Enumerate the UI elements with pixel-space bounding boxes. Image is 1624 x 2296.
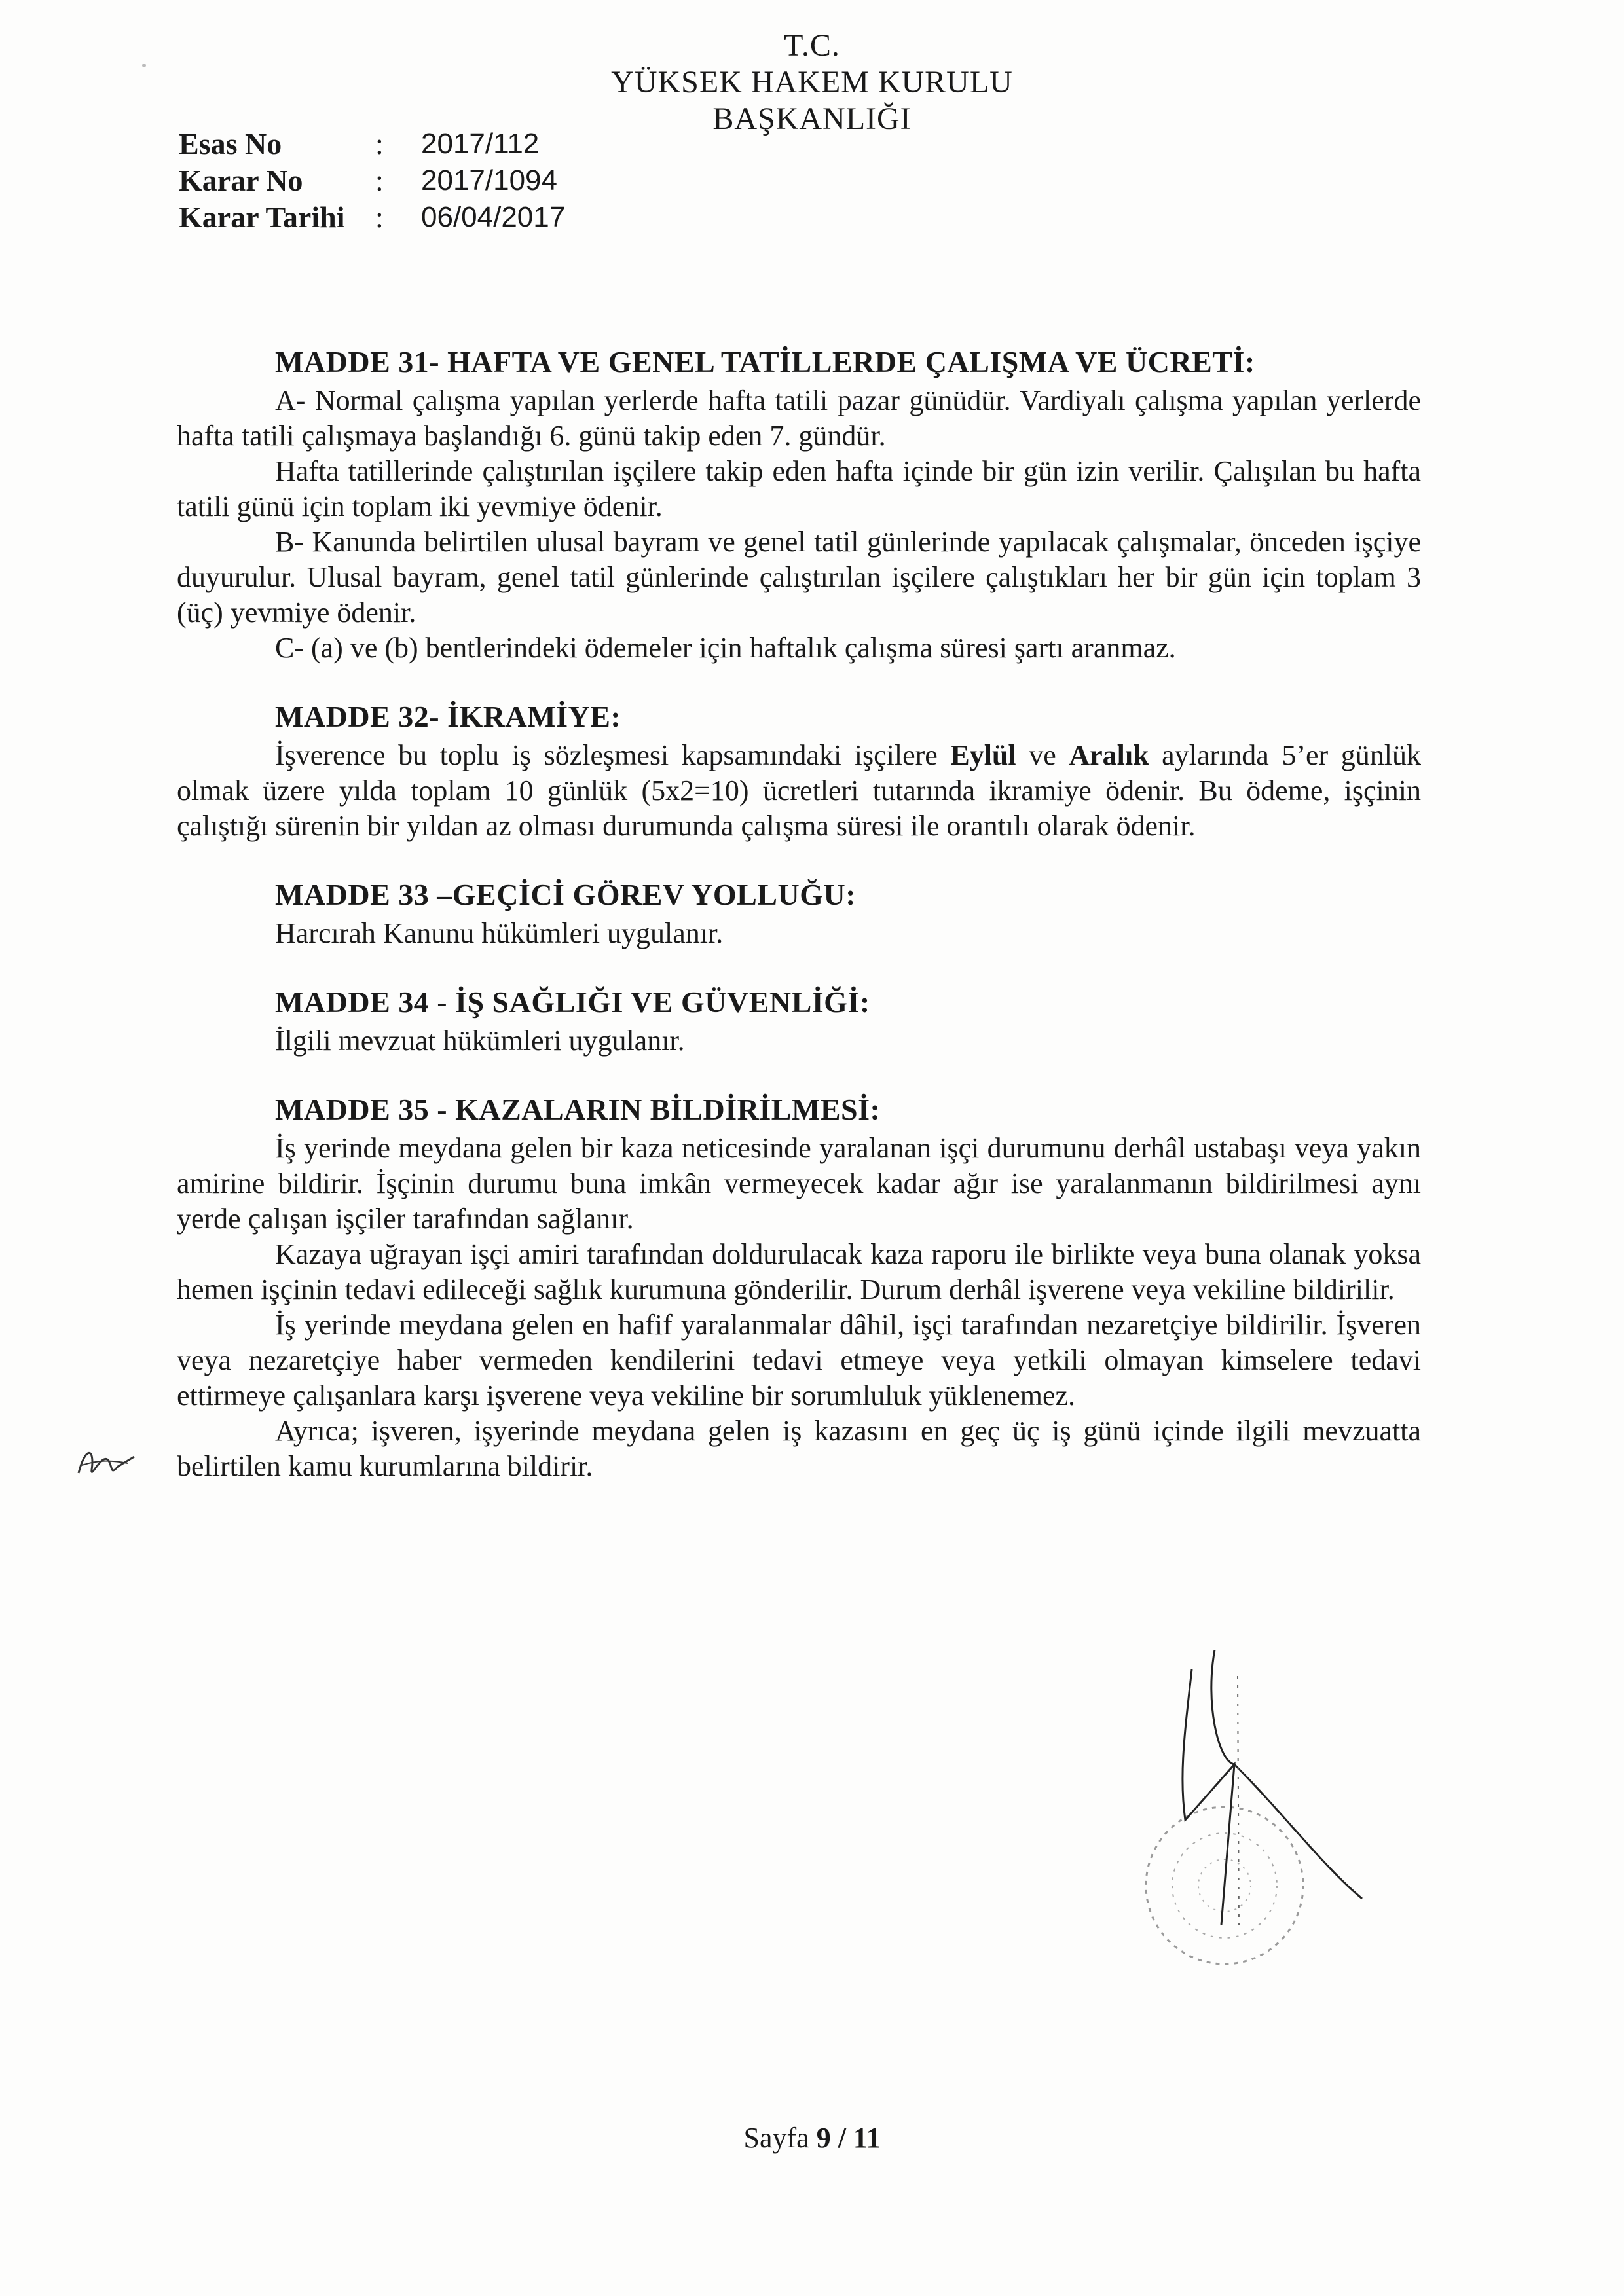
esas-value: 2017/112 (421, 128, 540, 160)
article-33-title: MADDE 33 –GEÇİCİ GÖREV YOLLUĞU: (275, 878, 857, 911)
karar-value: 2017/1094 (421, 164, 557, 196)
tarih-row (179, 199, 565, 236)
article-31 (177, 344, 1421, 666)
article-33 (177, 877, 1421, 951)
footer-prefix: Sayfa (743, 2122, 817, 2154)
tarih-colon: : (375, 200, 384, 234)
scan-mark (138, 59, 151, 72)
article-34-title: MADDE 34 - İŞ SAĞLIĞI VE GÜVENLİĞİ: (275, 985, 870, 1019)
article-32-month-september: Eylül (950, 739, 1016, 771)
page-footer (0, 2121, 1624, 2155)
tarih-value: 06/04/2017 (421, 201, 566, 233)
article-35-para-3: İş yerinde meydana gelen en hafif yaralanmalar dâhil, işçi tarafından nezaretçiye bildirilir. İşveren veya nezaretçiye haber vermeden kendilerini tedavi etmeye veya yetkili olmayan kimselere tedavi ettirmeye çalışanlara karşı işverene veya vekiline bir sorumluluk yüklenemez. (177, 1309, 1421, 1412)
article-31-para-c: C- (a) ve (b) bentlerindeki ödemeler için haftalık çalışma süresi şartı aranmaz. (275, 632, 1176, 664)
article-34-para: İlgili mevzuat hükümleri uygulanır. (275, 1025, 685, 1057)
header-tc: T.C. (784, 28, 840, 63)
karar-label: Karar No (179, 164, 303, 197)
case-metadata (179, 126, 565, 236)
article-35-para-2: Kazaya uğrayan işçi amiri tarafından doldurulacak kaza raporu ile birlikte veya buna olanak yoksa hemen işçinin tedavi edileceği sağlık kurumuna gönderilir. Durum derhâl işverene veya vekiline bildirilir. (177, 1238, 1421, 1305)
page-number: 9 / 11 (816, 2122, 881, 2154)
article-35-para-1: İş yerinde meydana gelen bir kaza neticesinde yaralanan işçi durumunu derhâl ustabaşı veya yakın amirine bildirir. İşçinin durumu buna imkân vermeyecek kadar ağır ise yaralanmanın bildirilmesi aynı yerde çalışan işçiler tarafından sağlanır. (177, 1132, 1421, 1235)
article-33-para: Harcırah Kanunu hükümleri uygulanır. (275, 917, 724, 949)
header-presidency: BAŞKANLIĞI (712, 101, 912, 136)
article-31-para-a: A- Normal çalışma yapılan yerlerde hafta tatili pazar günüdür. Vardiyalı çalışma yapılan yerlerde hafta tatili çalışmaya başlandığı 6. günü takip eden 7. gündür. (177, 384, 1421, 452)
header-institution: YÜKSEK HAKEM KURULU (611, 65, 1013, 100)
article-32 (177, 699, 1421, 844)
article-32-title: MADDE 32- İKRAMİYE: (275, 700, 621, 733)
article-32-text-2: ve (1016, 739, 1069, 771)
esas-row (179, 126, 565, 162)
article-35-para-4: Ayrıca; işveren, işyerinde meydana gelen iş kazasını en geç üç iş günü içinde ilgili mevzuatta belirtilen kamu kurumlarına bildirir. (177, 1415, 1421, 1482)
esas-label: Esas No (179, 127, 282, 160)
article-31-title: MADDE 31- HAFTA VE GENEL TATİLLERDE ÇALIŞMA VE ÜCRETİ: (275, 345, 1255, 378)
article-35 (177, 1091, 1421, 1484)
article-32-para (177, 738, 1421, 844)
article-34 (177, 984, 1421, 1059)
article-31-para-holiday: Hafta tatillerinde çalıştırılan işçilere takip eden hafta içinde bir gün izin verilir. Çalışılan bu hafta tatili günü için toplam iki yevmiye ödenir. (177, 455, 1421, 522)
article-32-text-1: İşverence bu toplu iş sözleşmesi kapsamındaki işçilere (275, 739, 951, 771)
institution-header (458, 27, 1166, 137)
article-32-text-3: aylarında 5’er günlük olmak üzere yılda toplam 10 günlük (5x2=10) ücretleri tutarında ikramiye ödenir. Bu ödeme, işçinin çalıştığı sürenin bir yıldan az olması durumunda çalışma süresi ile orantılı olarak ödenir. (177, 739, 1421, 842)
margin-initials-signature (72, 1440, 144, 1486)
article-31-para-b: B- Kanunda belirtilen ulusal bayram ve genel tatil günlerinde yapılacak çalışmalar, önceden işçiye duyurulur. Ulusal bayram, genel tatil günlerinde çalıştırılan işçilere çalıştıkları her bir gün için toplam 3 (üç) yevmiye ödenir. (177, 526, 1421, 629)
karar-colon: : (375, 164, 384, 197)
article-32-month-december: Aralık (1069, 739, 1149, 771)
tarih-label: Karar Tarihi (179, 200, 345, 234)
document-body (177, 344, 1421, 1517)
article-35-title: MADDE 35 - KAZALARIN BİLDİRİLMESİ: (275, 1093, 881, 1126)
signature-and-seal (1087, 1650, 1428, 1977)
esas-colon: : (375, 127, 384, 160)
karar-row (179, 162, 565, 199)
